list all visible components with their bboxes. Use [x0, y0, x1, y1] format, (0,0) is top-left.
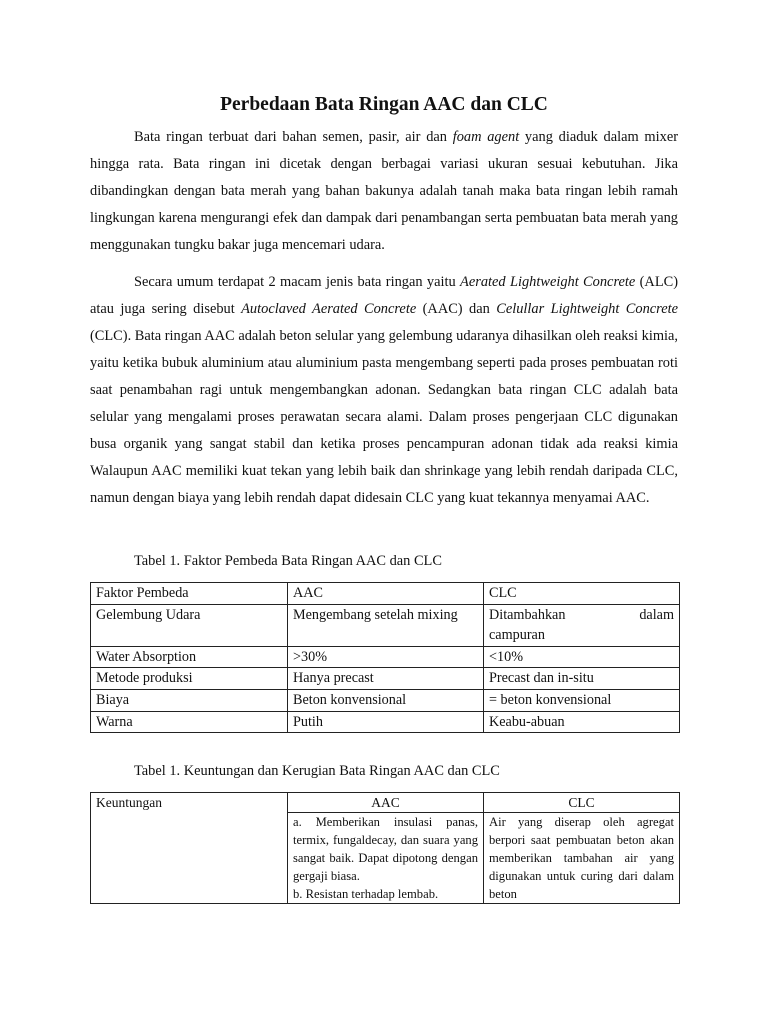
- table-cell: <10%: [484, 646, 680, 668]
- table-cell-aac-keuntungan: [288, 813, 484, 904]
- table-row: [91, 604, 680, 646]
- paragraph-intro-foam-agent: foam agent: [452, 129, 520, 145]
- paragraph-types-text-e: (AAC) dan: [416, 301, 497, 317]
- paragraph-types-clc-term: Celullar Lightweight Concrete: [496, 301, 678, 317]
- paragraph-intro-text-c: yang diaduk dalam mixer hingga rata. Bata ringan ini dicetak dengan berbagai variasi ukuran sesuai kebutuhan. Jika dibandingkan dengan bata merah yang bahan bakunya adalah tanah maka bata ringan lebih ramah lingkungan karena mengurangi efek dan dampak dari penambangan serta pembuatan bata merah yang menggunakan tungku bakar juga mencemari udara.: [90, 129, 678, 253]
- table-cell: >30%: [288, 646, 484, 668]
- table-cell: Metode produksi: [91, 668, 288, 690]
- table-faktor-pembeda: [90, 582, 680, 733]
- table-cell-clc-keuntungan: Air yang diserap oleh agregat berpori saat pembuatan beton akan memberikan tambahan air yang digunakan untuk curing dari dalam beton: [484, 813, 680, 904]
- table-cell: Keabu-abuan: [484, 711, 680, 733]
- paragraph-types-aac-term: Autoclaved Aerated Concrete: [241, 301, 417, 317]
- table-header-cell: Keuntungan: [91, 793, 288, 904]
- paragraph-intro-text-a: Bata ringan terbuat dari bahan semen, pasir, air dan: [134, 129, 453, 145]
- table-cell-line: a. Memberikan insulasi panas, termix, fungaldecay, dan suara yang sangat baik. Dapat dipotong dengan gergaji biasa.: [293, 815, 478, 883]
- table-row: [91, 711, 680, 733]
- paragraph-intro: [90, 124, 678, 259]
- table-row: [91, 793, 680, 813]
- table-header-row: [91, 583, 680, 605]
- paragraph-types-text-c: (ALC) atau juga sering disebut: [90, 274, 678, 317]
- table-keuntungan-kerugian: [90, 792, 680, 904]
- table-row: [91, 668, 680, 690]
- table-header-cell: CLC: [484, 583, 680, 605]
- table-cell: Putih: [288, 711, 484, 733]
- table-cell: Biaya: [91, 689, 288, 711]
- table2-caption: Tabel 1. Keuntungan dan Kerugian Bata Ringan AAC dan CLC: [134, 763, 500, 779]
- table-cell: [484, 604, 680, 646]
- table-cell: Gelembung Udara: [91, 604, 288, 646]
- table-header-cell: CLC: [484, 793, 680, 813]
- table-header-cell: AAC: [288, 583, 484, 605]
- table-cell-line: Ditambahkan dalam: [489, 606, 674, 623]
- paragraph-types: [90, 269, 678, 512]
- paragraph-types-alc-term: Aerated Lightweight Concrete: [460, 274, 636, 290]
- paragraph-types-text-a: Secara umum terdapat 2 macam jenis bata ringan yaitu: [134, 274, 461, 290]
- table-cell-line: b. Resistan terhadap lembab.: [293, 887, 439, 901]
- table1-caption: Tabel 1. Faktor Pembeda Bata Ringan AAC dan CLC: [134, 553, 442, 569]
- page-title: Perbedaan Bata Ringan AAC dan CLC: [220, 94, 548, 115]
- table-row: [91, 646, 680, 668]
- table-cell: = beton konvensional: [484, 689, 680, 711]
- table-cell: Mengembang setelah mixing: [288, 604, 484, 646]
- table-header-cell: Faktor Pembeda: [91, 583, 288, 605]
- paragraph-types-text-g: (CLC). Bata ringan AAC adalah beton selular yang gelembung udaranya dihasilkan oleh reaksi kimia, yaitu ketika bubuk aluminium atau aluminium pasta mengembang seperti pada proses pembuatan roti saat penambahan ragi untuk mengembangkan adonan. Sedangkan bata ringan CLC adalah bata selular yang mengalami proses perawatan secara alami. Dalam proses pengerjaan CLC digunakan busa organik yang sangat stabil dan ketika proses pencampuran adonan tidak ada reaksi kimia Walaupun AAC memiliki kuat tekan yang lebih baik dan shrinkage yang lebih rendah daripada CLC, namun dengan biaya yang lebih rendah dapat didesain CLC yang kuat tekannya menyamai AAC.: [90, 328, 678, 506]
- table-cell: Warna: [91, 711, 288, 733]
- table-header-cell: AAC: [288, 793, 484, 813]
- table-cell-line: campuran: [489, 627, 545, 644]
- table-cell: Hanya precast: [288, 668, 484, 690]
- table-cell: Precast dan in-situ: [484, 668, 680, 690]
- table-row: [91, 689, 680, 711]
- table-cell: Beton konvensional: [288, 689, 484, 711]
- table-cell: Water Absorption: [91, 646, 288, 668]
